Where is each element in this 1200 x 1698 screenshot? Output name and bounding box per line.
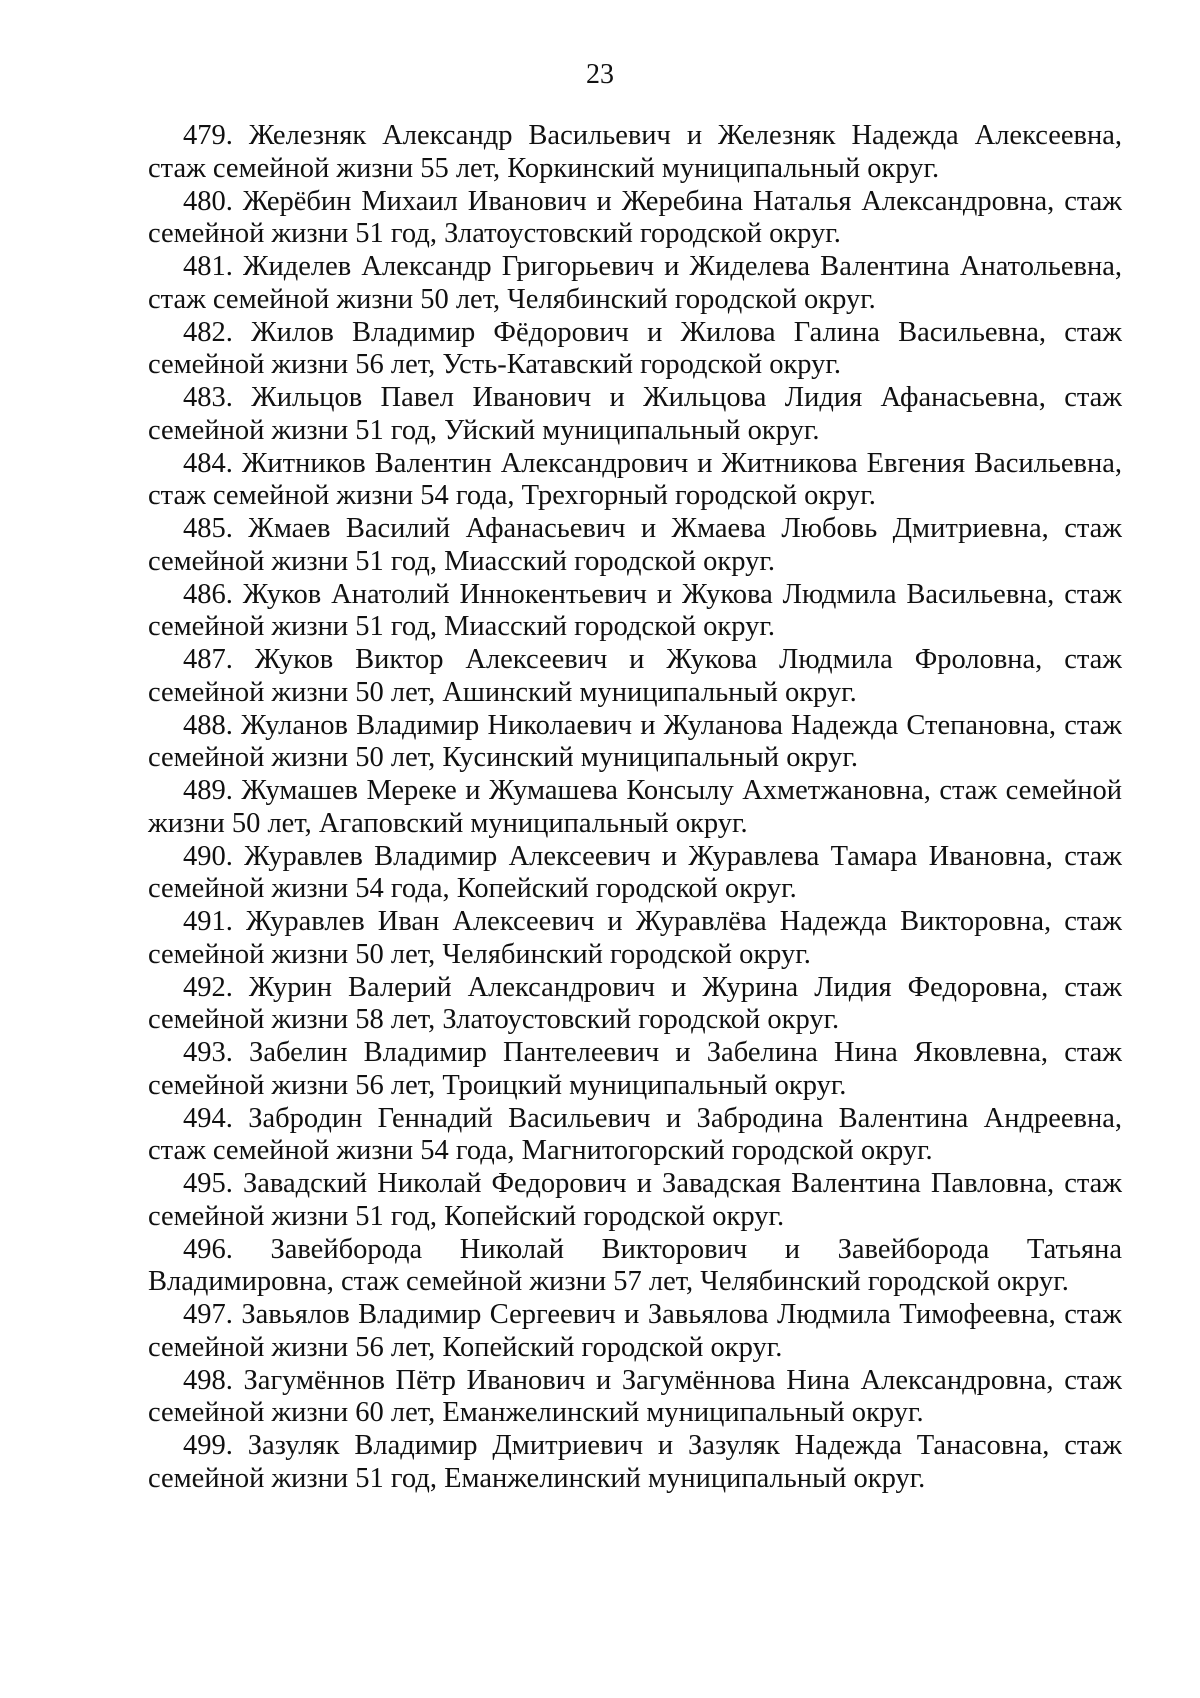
page-number: 23 — [586, 59, 614, 90]
list-item: 496. Завейборода Николай Викторович и Завейборода Татьяна Владимировна, стаж семейной жизни 57 лет, Челябинский городской округ. — [148, 1233, 1122, 1297]
list-item: 490. Журавлев Владимир Алексеевич и Журавлева Тамара Ивановна, стаж семейной жизни 54 года, Копейский городской округ. — [148, 840, 1122, 904]
list-item: 480. Жерёбин Михаил Иванович и Жеребина Наталья Александровна, стаж семейной жизни 51 год, Златоустовский городской округ. — [148, 185, 1122, 249]
list-item: 494. Забродин Геннадий Васильевич и Забродина Валентина Андреевна, стаж семейной жизни 54 года, Магнитогорский городской округ. — [148, 1102, 1122, 1166]
list-item: 497. Завьялов Владимир Сергеевич и Завьялова Людмила Тимофеевна, стаж семейной жизни 56 лет, Копейский городской округ. — [148, 1299, 1122, 1363]
list-item: 493. Забелин Владимир Пантелеевич и Забелина Нина Яковлевна, стаж семейной жизни 56 лет, Троицкий муниципальный округ. — [148, 1037, 1122, 1101]
list-item: 488. Жуланов Владимир Николаевич и Жуланова Надежда Степановна, стаж семейной жизни 50 лет, Кусинский муниципальный округ. — [148, 709, 1122, 773]
list-item: 481. Жиделев Александр Григорьевич и Жиделева Валентина Анатольевна, стаж семейной жизни 50 лет, Челябинский городской округ. — [148, 251, 1122, 315]
list-item: 499. Зазуляк Владимир Дмитриевич и Зазуляк Надежда Танасовна, стаж семейной жизни 51 год, Еманжелинский муниципальный округ. — [148, 1430, 1122, 1494]
list-item: 486. Жуков Анатолий Иннокентьевич и Жукова Людмила Васильевна, стаж семейной жизни 51 год, Миасский городской округ. — [148, 578, 1122, 642]
list-item: 492. Журин Валерий Александрович и Журина Лидия Федоровна, стаж семейной жизни 58 лет, Златоустовский городской округ. — [148, 971, 1122, 1035]
list-item: 479. Железняк Александр Васильевич и Железняк Надежда Алексеевна, стаж семейной жизни 55 лет, Коркинский муниципальный округ. — [148, 120, 1122, 184]
list-item: 484. Житников Валентин Александрович и Житникова Евгения Васильевна, стаж семейной жизни 54 года, Трехгорный городской округ. — [148, 447, 1122, 511]
entries-list — [148, 120, 1122, 1496]
list-item: 498. Загумённов Пётр Иванович и Загумённова Нина Александровна, стаж семейной жизни 60 лет, Еманжелинский муниципальный округ. — [148, 1364, 1122, 1428]
list-item: 489. Жумашев Мереке и Жумашева Консылу Ахметжановна, стаж семейной жизни 50 лет, Агаповский муниципальный округ. — [148, 775, 1122, 839]
list-item: 495. Завадский Николай Федорович и Завадская Валентина Павловна, стаж семейной жизни 51 год, Копейский городской округ. — [148, 1168, 1122, 1232]
list-item: 487. Жуков Виктор Алексеевич и Жукова Людмила Фроловна, стаж семейной жизни 50 лет, Ашинский муниципальный округ. — [148, 644, 1122, 708]
list-item: 485. Жмаев Василий Афанасьевич и Жмаева Любовь Дмитриевна, стаж семейной жизни 51 год, Миасский городской округ. — [148, 513, 1122, 577]
list-item: 491. Журавлев Иван Алексеевич и Журавлёва Надежда Викторовна, стаж семейной жизни 50 лет, Челябинский городской округ. — [148, 906, 1122, 970]
list-item: 482. Жилов Владимир Фёдорович и Жилова Галина Васильевна, стаж семейной жизни 56 лет, Усть-Катавский городской округ. — [148, 316, 1122, 380]
list-item: 483. Жильцов Павел Иванович и Жильцова Лидия Афанасьевна, стаж семейной жизни 51 год, Уйский муниципальный округ. — [148, 382, 1122, 446]
